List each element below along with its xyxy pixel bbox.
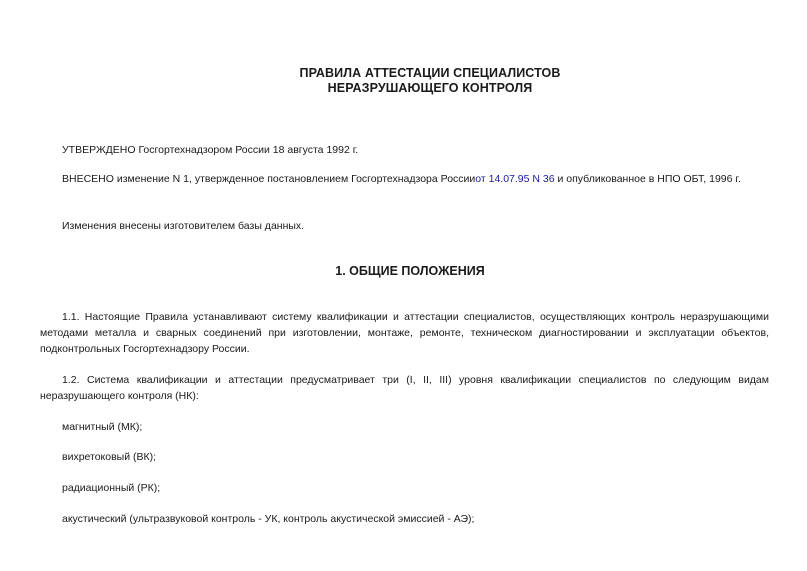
approval-statement: УТВЕРЖДЕНО Госгортехнадзором России 18 августа 1992 г.	[62, 144, 359, 156]
amendment-text-after: и опубликованное в НПО ОБТ, 1996 г.	[554, 173, 741, 185]
list-item-radiation: радиационный (РК);	[62, 482, 161, 494]
section-heading-general-provisions: 1. ОБЩИЕ ПОЛОЖЕНИЯ	[335, 264, 485, 278]
paragraph-1-2	[40, 372, 769, 404]
paragraph-1-1	[40, 309, 769, 357]
amendment-statement	[40, 171, 769, 187]
paragraph-1-2-text: 1.2. Система квалификации и аттестации предусматривает три (I, II, III) уровня квалификации специалистов по следующим видам неразрушающего контроля (НК):	[40, 374, 769, 402]
resolution-link[interactable]: от 14.07.95 N 36	[475, 173, 555, 185]
document-title-line-2: НЕРАЗРУШАЮЩЕГО КОНТРОЛЯ	[327, 81, 533, 95]
amendment-text-before: ВНЕСЕНО изменение N 1, утвержденное постановлением Госгортехнадзора России	[62, 173, 476, 185]
document-title-line-1: ПРАВИЛА АТТЕСТАЦИИ СПЕЦИАЛИСТОВ	[299, 66, 561, 80]
paragraph-1-1-text: 1.1. Настоящие Правила устанавливают систему квалификации и аттестации специалистов, осуществляющих контроль неразрушающими методами металла и сварных соединений при изготовлении, монтаже, ремонте, техническом диагностировании и эксплуатации объектов, подконтрольных Госгортехнадзору России.	[40, 311, 769, 355]
list-item-eddy-current: вихретоковый (ВК);	[62, 451, 157, 463]
list-item-acoustic: акустический (ультразвуковой контроль - УК, контроль акустической эмиссией - АЭ);	[62, 513, 475, 525]
list-item-magnetic: магнитный (МК);	[62, 421, 143, 433]
database-note: Изменения внесены изготовителем базы данных.	[62, 220, 305, 232]
